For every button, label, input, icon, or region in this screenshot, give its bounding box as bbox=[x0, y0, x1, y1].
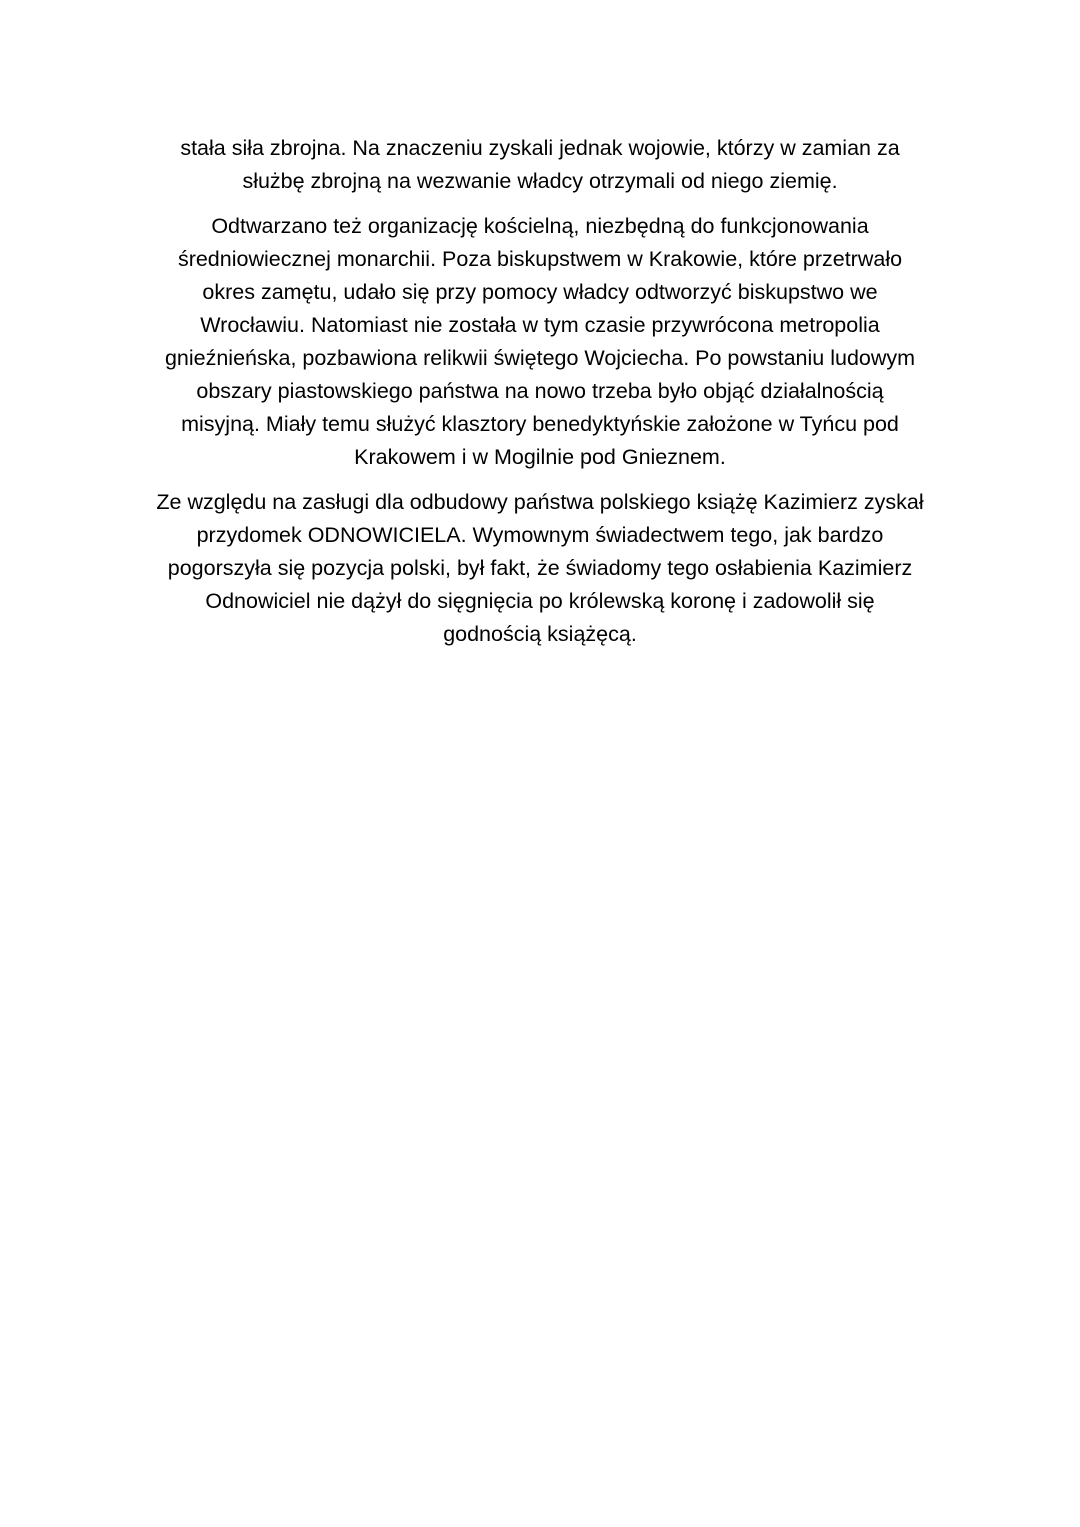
paragraph-2 bbox=[128, 210, 952, 474]
text-line: Wrocławiu. Natomiast nie została w tym czasie przywrócona metropolia bbox=[200, 313, 880, 337]
paragraph-1 bbox=[128, 132, 952, 198]
text-line: gnieźnieńska, pozbawiona relikwii świętego Wojciecha. Po powstaniu ludowym bbox=[164, 346, 916, 370]
text-line: Ze względu na zasługi dla odbudowy państwa polskiego książę Kazimierz zyskał bbox=[156, 490, 924, 514]
text-line: stała siła zbrojna. Na znaczeniu zyskali jednak wojowie, którzy w zamian za bbox=[180, 136, 900, 160]
text-line: średniowiecznej monarchii. Poza biskupstwem w Krakowie, które przetrwało bbox=[177, 247, 903, 271]
text-line: przydomek ODNOWICIELA. Wymownym świadectwem tego, jak bardzo bbox=[196, 523, 884, 547]
text-line: okres zamętu, udało się przy pomocy władcy odtworzyć biskupstwo we bbox=[202, 280, 878, 304]
text-line: Krakowem i w Mogilnie pod Gnieznem. bbox=[354, 445, 726, 469]
text-line: godnością książęcą. bbox=[443, 622, 637, 646]
text-line: pogorszyła się pozycja polski, był fakt, że świadomy tego osłabienia Kazimierz bbox=[167, 556, 913, 580]
text-line: misyjną. Miały temu służyć klasztory benedyktyńskie założone w Tyńcu pod bbox=[181, 412, 899, 436]
text-line: Odtwarzano też organizację kościelną, niezbędną do funkcjonowania bbox=[211, 214, 869, 238]
document-body bbox=[128, 132, 952, 663]
text-line: Odnowiciel nie dążył do sięgnięcia po królewską koronę i zadowolił się bbox=[205, 589, 875, 613]
text-line: służbę zbrojną na wezwanie władcy otrzymali od niego ziemię. bbox=[242, 169, 838, 193]
paragraph-3 bbox=[128, 486, 952, 651]
text-line: obszary piastowskiego państwa na nowo trzeba było objąć działalnością bbox=[196, 379, 884, 403]
